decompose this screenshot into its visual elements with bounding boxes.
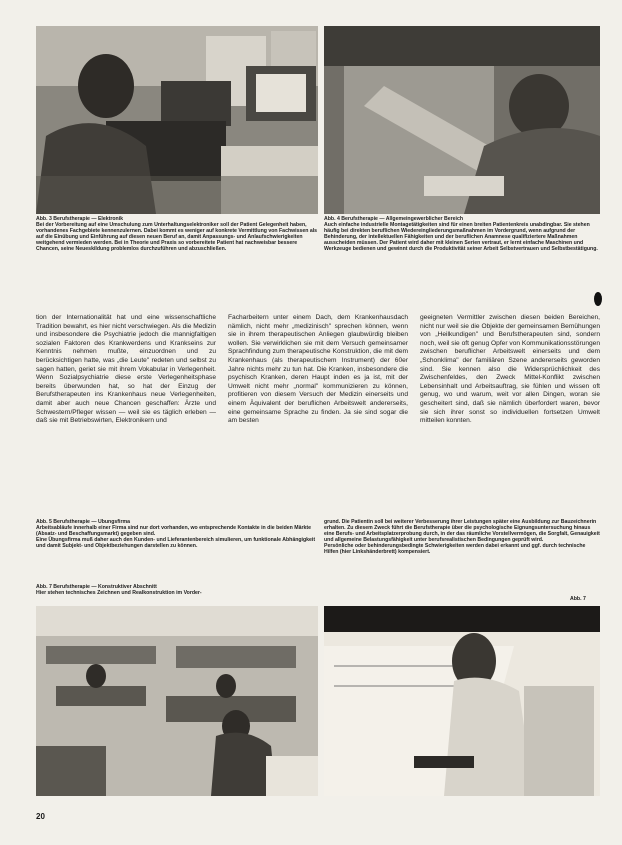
photo-training-office bbox=[36, 606, 318, 796]
text-column-2: Facharbeitern unter einem Dach, dem Krankenhausdach nämlich, nicht mehr „medizinisch" sprechen können, wenn sie in ihrem therapeutischen Anliegen glaubwürdig bleiben wollen. Sie verwirklichen sie mit dem Versuch gemeinsamer Sprachfindung zum therapeutische Konstruktion, die mit dem Krankenhaus (als therapeutischem Instrument) der 60er Jahre nichts mehr zu tun hat. Die Kranken, insbesondere die psychisch Kranken, deren Haupt inden es ja ist, mit der Umwelt nicht mehr „normal" kommunizieren zu können, profitieren von diesem Versuch der Medizin einerseits und einem Äquivalent der beruflichen Arbeitswelt andererseits, eine gemeinsame Sprache zu finden. Ja sie sind sogar die am besten bbox=[228, 314, 408, 425]
page-marker bbox=[594, 292, 602, 306]
text-column-1: tion der Internationalität hat und eine wissenschaftliche Tradition bewahrt, es hier nicht verschwiegen. Als die Medizin und insbesondere die Psychiatrie jedoch die mannigfaltigen sozialen Faktoren des Krankwerdens und Krankseins zur Kenntnis nehmen mußte, einzuordnen und zu berücksichtigen hatte, was „die Leute" redeten und selbst zu sagen hatten, geriet sie mit ihrem Vokabular in Verlegenheit. Wenn Sozialpsychiatrie diese erste Verlegenheitsphase bereits überwunden hat, so hat der Einzug der Berufstherapeuten ins Krankenhaus neue Verlegenheiten, damit aber auch neue Chancen geschaffen: Ärzte und Schwestern/Pfleger wissen — weil sie es täglich erleben — daß sie mit Betriebswirten, Elektronikern und bbox=[36, 314, 216, 425]
caption-abb-7: Abb. 7 Berufstherapie — Konstruktiver Abschnitt Hier stehen technisches Zeichnen und Realkonstruktion im Vorder- bbox=[36, 584, 202, 597]
caption-abb-7-continued: grund. Die Patientin soll bei weiterer Verbesserung ihrer Leistungen später eine Ausbildung zur Bauzeichnerin erhalten. Zu diesem Zweck führt die Berufstherapie über die psychologische Eignungsuntersuchung hinaus eine Berufs- und Arbeitsplatzerprobung durch, in der das räumliche Vorstellvermögen, die Sorgfalt, Genauigkeit und allgemeine Belastungsfähigkeit unter berufsrealistischen Bedingungen geprüft wird. Persönliche oder behinderungsbedingte Schwierigkeiten werden dabei erkannt und ggf. durch technische Hilfen (hier Linkshänderbrett) kompensiert. bbox=[324, 519, 600, 556]
caption-abb-4: Abb. 4 Berufstherapie — Allgemeingewerblicher Bereich Auch einfache industrielle Montagetätigkeiten sind für einen breiten Patientenkreis unabdingbar. Sie stehen häufig bei direkten beruflichen Wiedereingliederungsmaßnahmen im Vordergrund, wenn aufgrund der Behinderung, der intellektuellen Fähigkeiten und der beruflichen Anamnese qualifiziertere Maßnahmen ausscheiden müssen. Der Patient wird daher mit kleinen Serien vertraut, er lernt einfache Maschinen und Werkzeuge bedienen und gewinnt durch die Produktivität seiner Arbeit Selbstvertrauen und Selbstbestätigung. bbox=[324, 216, 598, 253]
photo-electronics-workshop bbox=[36, 26, 318, 214]
page-number: 20 bbox=[36, 812, 45, 821]
caption-abb-5: Abb. 5 Berufstherapie — Übungsfirma Arbeitsabläufe innerhalb einer Firma sind nur dort vorhanden, wo entsprechende Kontakte in die beiden Märkte (Absatz- und Beschaffungsmarkt) gegeben sind. Eine Übungsfirma muß daher auch den Kunden- und Lieferantenbereich simulieren, um funktionale Abhängigkeit und damit Subjekt- und Objektbeziehungen darstellen zu können. bbox=[36, 519, 316, 550]
text-column-3: geeigneten Vermittler zwischen diesen beiden Bereichen, nicht nur weil sie die Objekte der gemeinsamen Bemühungen von „Heilkundigen" und Berufstherapeuten sind, sondern noch, weil sie oft genug Opfer von Kommunikationsstörungen zwischen beruflicher Arbeitswelt einerseits und dem „Schonklima" der familiären Szene andererseits geworden sind. Sie kennen also die Widersprüchlichkeit des Zwischenfeldes, den Zweck Mittel-Konflikt zwischen Lebensinhalt und Arbeitsauftrag, sie fühlen und wissen oft genug, wo und warum, weit vor allen Dingen, woran sie gescheitert sind, daß sie nämlich überfordert waren, bevor sie sich ihrer sonst so individuellen fortsetzen Umwelt mitteilen konnten. bbox=[420, 314, 600, 425]
caption-abb-7-reference: Abb. 7 bbox=[570, 596, 586, 602]
photo-technical-drawing bbox=[324, 606, 600, 796]
photo-assembly-work bbox=[324, 26, 600, 214]
caption-abb-3: Abb. 3 Berufstherapie — Elektronik Bei der Vorbereitung auf eine Umschulung zum Unterhaltungselektroniker soll der Patient Gelegenheit haben, vorhandenes Fachgebiete kennenzulernen. Dabei kommt es weniger auf konkrete Vermittlung von Fachwissen als auf die Einübung und Einführung auf diesen neuen Beruf an, damit Anpassungs- und Anlaufschwierigkeiten weitgehend vermieden werden. Bei in Theorie und Praxis so vorbereitete Patient hat nachweisbar bessere Chancen, seine Neueskildung problemlos durchzuführen und abzuschließen. bbox=[36, 216, 318, 253]
